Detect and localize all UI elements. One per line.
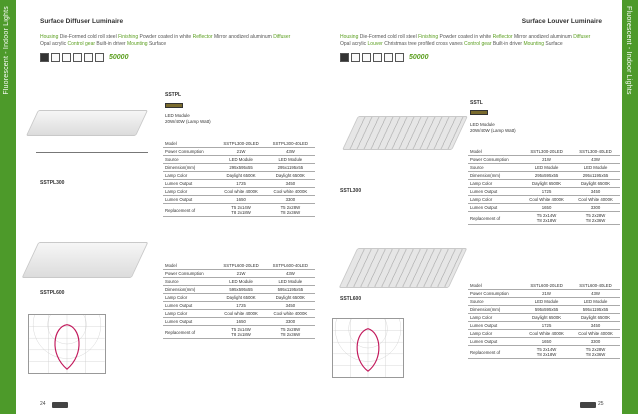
cell-value: T5 2x14W T8 2x18W — [216, 326, 265, 339]
left-description — [40, 34, 302, 48]
polar-diagram — [332, 318, 404, 378]
table-row — [468, 314, 620, 322]
product-label: SSTPL600 — [40, 290, 65, 296]
lifetime-hours: 50000 — [409, 54, 429, 61]
row-label: Dimension(mm) — [468, 172, 522, 180]
desc-key: Housing — [340, 34, 360, 40]
table-row — [468, 346, 620, 359]
cell-value: 3300 — [266, 318, 315, 326]
sstl600-image — [339, 248, 468, 288]
left-page-title: Surface Diffuser Luminaire — [40, 18, 124, 25]
polar-diagram — [28, 314, 106, 374]
cell-value: Cool white 4000K — [266, 310, 315, 318]
page-number: 25 — [598, 401, 604, 407]
cell-value: SSTL300-40LED — [571, 148, 620, 156]
cell-value: 1650 — [216, 196, 265, 204]
cell-value: 3300 — [571, 204, 620, 212]
table-row — [468, 322, 620, 330]
desc-value: Die-Formed cold roll steel — [359, 34, 419, 40]
row-label: Dimension(mm) — [468, 306, 522, 314]
brand-logo — [52, 402, 68, 408]
row-label: Power Consumption — [468, 156, 522, 164]
row-label: Power Consumption — [163, 148, 216, 156]
table-row — [163, 204, 315, 217]
row-label: Replacement of — [163, 326, 216, 339]
cell-value: T5 2x28W T8 2x36W — [266, 326, 315, 339]
desc-key: Finishing — [418, 34, 440, 40]
right-sidebar-label: Fluorescent - Indoor Lights — [625, 6, 632, 95]
row-label: Model — [468, 282, 522, 290]
desc-key: Housing — [40, 34, 60, 40]
table-row — [468, 164, 620, 172]
cell-value: SSTL300-20LED — [522, 148, 571, 156]
cell-value: 1650 — [522, 204, 571, 212]
lifetime-hours: 50000 — [109, 54, 129, 61]
page-number: 24 — [40, 401, 46, 407]
left-sidebar — [0, 0, 16, 414]
table-row — [163, 164, 315, 172]
table-row — [163, 156, 315, 164]
table-row — [163, 318, 315, 326]
cell-value: 21W — [522, 156, 571, 164]
desc-key: Finishing — [118, 34, 140, 40]
cell-value: 595x1195x55 — [571, 306, 620, 314]
desc-value: Powder coated in white — [139, 34, 193, 40]
desc-value: Surface — [148, 41, 167, 47]
row-label: Source — [468, 298, 522, 306]
row-label: Source — [163, 156, 216, 164]
left-feature-icons — [40, 53, 128, 62]
spec-table — [163, 262, 315, 339]
sstpl300-image — [26, 110, 148, 136]
desc-key: Control gear — [67, 41, 97, 47]
cell-value: T5 2x28W T8 2x36W — [266, 204, 315, 217]
desc-value: Christmas tree profiled cross vanes — [384, 41, 464, 47]
row-label: Model — [163, 262, 216, 270]
left-sidebar-label: Fluorescent - Indoor Lights — [3, 6, 10, 95]
cell-value: 1725 — [216, 302, 265, 310]
cell-value: LED Module — [216, 156, 265, 164]
model-name: SSTL — [470, 100, 483, 106]
table-row — [163, 140, 315, 148]
module-label: LED Module — [470, 122, 495, 127]
module-label: LED Module — [165, 113, 190, 118]
cell-value: LED Module — [522, 164, 571, 172]
cell-value: Daylight 6500K — [571, 314, 620, 322]
cell-value: LED Module — [571, 298, 620, 306]
desc-value: Opal acrylic — [340, 41, 368, 47]
warranty-icon — [95, 53, 104, 62]
cell-value: Cool White 4000K — [571, 196, 620, 204]
row-label: Lamp Color — [468, 180, 522, 188]
right-page-title: Surface Louver Luminaire — [521, 18, 602, 25]
warranty-icon — [395, 53, 404, 62]
spec-table — [468, 148, 620, 225]
cell-value: 1725 — [522, 322, 571, 330]
cell-value: T5 2x28W T8 2x36W — [571, 212, 620, 225]
row-label: Lumen Output — [163, 318, 216, 326]
cell-value: 43W — [571, 156, 620, 164]
ip-rating-icon — [51, 53, 60, 62]
row-label: Dimension(mm) — [163, 286, 216, 294]
cell-value: T5 2x14W T8 2x18W — [522, 346, 571, 359]
cell-value: 21W — [216, 270, 265, 278]
table-row — [468, 330, 620, 338]
cell-value: 295x1195x55 — [266, 164, 315, 172]
cell-value: Cool White 4000K — [522, 330, 571, 338]
product-label: SSTL300 — [340, 188, 362, 194]
cell-value: 295x595x55 — [522, 172, 571, 180]
ce-icon — [362, 53, 371, 62]
driver-icon — [40, 53, 49, 62]
cell-value: Daylight 6500K — [266, 294, 315, 302]
table-row — [163, 270, 315, 278]
cell-value: Cool white 4000K — [266, 188, 315, 196]
table-row — [163, 188, 315, 196]
module-text — [165, 113, 211, 125]
row-label: Lamp Color — [163, 172, 216, 180]
table-row — [163, 180, 315, 188]
row-label: Power Consumption — [163, 270, 216, 278]
row-label: Lamp Color — [468, 330, 522, 338]
cell-value: Cool White 4000K — [571, 330, 620, 338]
desc-value: Powder coated in white — [439, 34, 493, 40]
cell-value: 3300 — [571, 338, 620, 346]
row-label: Lumen Output — [468, 322, 522, 330]
table-row — [468, 148, 620, 156]
table-row — [163, 326, 315, 339]
ce-icon — [62, 53, 71, 62]
wattage-label: 20W/40W (Lamp Watt) — [470, 128, 516, 133]
cell-value: LED Module — [266, 156, 315, 164]
table-row — [468, 156, 620, 164]
cell-value: SSTPL600-40LED — [266, 262, 315, 270]
row-label: Replacement of — [468, 212, 522, 225]
cell-value: Daylight 6500K — [522, 180, 571, 188]
cell-value: Daylight 6500K — [571, 180, 620, 188]
model-name: SSTPL — [165, 92, 182, 98]
spec-table — [163, 140, 315, 217]
cell-value: Daylight 6500K — [216, 172, 265, 180]
table-row — [468, 180, 620, 188]
row-label: Model — [468, 148, 522, 156]
cell-value: 1725 — [216, 180, 265, 188]
cell-value: SSTPL300-20LED — [216, 140, 265, 148]
table-row — [468, 306, 620, 314]
table-row — [163, 262, 315, 270]
class-icon — [73, 53, 82, 62]
cell-value: 295x595x55 — [216, 164, 265, 172]
row-label: Lamp Color — [163, 310, 216, 318]
cell-value: LED Module — [522, 298, 571, 306]
cell-value: T5 2x28W T8 2x36W — [571, 346, 620, 359]
cell-value: SSTPL600-20LED — [216, 262, 265, 270]
cell-value: Daylight 6500K — [216, 294, 265, 302]
table-row — [468, 298, 620, 306]
cell-value: Cool white 4000K — [216, 188, 265, 196]
rohs-icon — [84, 53, 93, 62]
row-label: Lumen Output — [468, 188, 522, 196]
table-row — [163, 294, 315, 302]
desc-value: Mirror anodized aluminum — [514, 34, 574, 40]
ip-rating-icon — [351, 53, 360, 62]
table-row — [468, 188, 620, 196]
cell-value: 1650 — [522, 338, 571, 346]
led-badge — [165, 103, 183, 108]
cell-value: SSTL600-20LED — [522, 282, 571, 290]
cell-value: 3450 — [571, 322, 620, 330]
product-label: SSTL600 — [340, 296, 362, 302]
row-label: Source — [163, 278, 216, 286]
cell-value: Cool white 4000K — [216, 310, 265, 318]
desc-key: Diffuser — [273, 34, 291, 40]
desc-key: Reflector — [192, 34, 214, 40]
cell-value: 295x1195x55 — [571, 172, 620, 180]
table-row — [163, 172, 315, 180]
table-row — [468, 172, 620, 180]
spec-table — [468, 282, 620, 359]
brand-logo — [580, 402, 596, 408]
row-label: Dimension(mm) — [163, 164, 216, 172]
module-text — [470, 122, 516, 134]
cell-value: 43W — [266, 270, 315, 278]
cell-value: 43W — [571, 290, 620, 298]
table-row — [163, 286, 315, 294]
row-label: Lamp Color — [163, 188, 216, 196]
cell-value: T5 2x14W T8 2x18W — [216, 204, 265, 217]
cell-value: 3300 — [266, 196, 315, 204]
cell-value: LED Module — [571, 164, 620, 172]
right-sidebar — [622, 0, 638, 414]
product-label: SSTPL300 — [40, 180, 65, 186]
cell-value: 3450 — [266, 302, 315, 310]
table-row — [163, 302, 315, 310]
table-row — [468, 290, 620, 298]
right-description — [340, 34, 602, 48]
row-label: Lumen Output — [163, 196, 216, 204]
table-row — [163, 278, 315, 286]
cell-value: SSTL600-40LED — [571, 282, 620, 290]
table-row — [468, 212, 620, 225]
row-label: Lamp Color — [468, 196, 522, 204]
row-label: Power Consumption — [468, 290, 522, 298]
desc-value: Built-in driver — [96, 41, 127, 47]
class-icon — [373, 53, 382, 62]
cell-value: LED Module — [266, 278, 315, 286]
desc-value: Die-Formed cold roll steel — [59, 34, 119, 40]
cell-value: 3450 — [266, 180, 315, 188]
table-row — [163, 148, 315, 156]
table-row — [468, 282, 620, 290]
cell-value: Daylight 6500K — [522, 314, 571, 322]
row-label: Lamp Color — [468, 314, 522, 322]
driver-icon — [340, 53, 349, 62]
desc-value: Built-in driver — [492, 41, 524, 47]
desc-value: Mirror anodized aluminum — [214, 34, 274, 40]
cell-value: 21W — [522, 290, 571, 298]
cell-value: 3450 — [571, 188, 620, 196]
table-row — [468, 204, 620, 212]
row-label: Lumen Output — [468, 338, 522, 346]
cell-value: SSTPL300-40LED — [266, 140, 315, 148]
desc-key: Mounting — [127, 41, 149, 47]
desc-value: Surface — [545, 41, 563, 47]
table-row — [468, 196, 620, 204]
rohs-icon — [384, 53, 393, 62]
row-label: Source — [468, 164, 522, 172]
row-label: Replacement of — [468, 346, 522, 359]
sstpl600-image — [22, 242, 149, 278]
desc-key: Control gear — [463, 41, 493, 47]
desc-key: Diffuser — [573, 34, 591, 40]
cell-value: 1650 — [216, 318, 265, 326]
cell-value: 595x1195x55 — [266, 286, 315, 294]
desc-key: Mounting — [523, 41, 546, 47]
cell-value: LED Module — [216, 278, 265, 286]
row-label: Lumen Output — [468, 204, 522, 212]
desc-key: Louver — [367, 41, 385, 47]
cell-value: 595x595x55 — [216, 286, 265, 294]
cell-value: Daylight 6500K — [266, 172, 315, 180]
row-label: Replacement of — [163, 204, 216, 217]
cell-value: 1725 — [522, 188, 571, 196]
dimension-line — [36, 152, 148, 153]
table-row — [468, 338, 620, 346]
wattage-label: 20W/40W (Lamp Watt) — [165, 119, 211, 124]
row-label: Lumen Output — [163, 302, 216, 310]
row-label: Lamp Color — [163, 294, 216, 302]
cell-value: 595x595x55 — [522, 306, 571, 314]
cell-value: Cool White 4000K — [522, 196, 571, 204]
row-label: Lumen Output — [163, 180, 216, 188]
cell-value: 21W — [216, 148, 265, 156]
row-label: Model — [163, 140, 216, 148]
table-row — [163, 196, 315, 204]
sstl300-image — [342, 116, 468, 150]
led-badge — [470, 110, 488, 115]
table-row — [163, 310, 315, 318]
right-feature-icons — [340, 53, 428, 62]
cell-value: T5 2x14W T8 2x18W — [522, 212, 571, 225]
desc-value: Opal acrylic — [40, 41, 68, 47]
cell-value: 43W — [266, 148, 315, 156]
desc-key: Reflector — [492, 34, 514, 40]
